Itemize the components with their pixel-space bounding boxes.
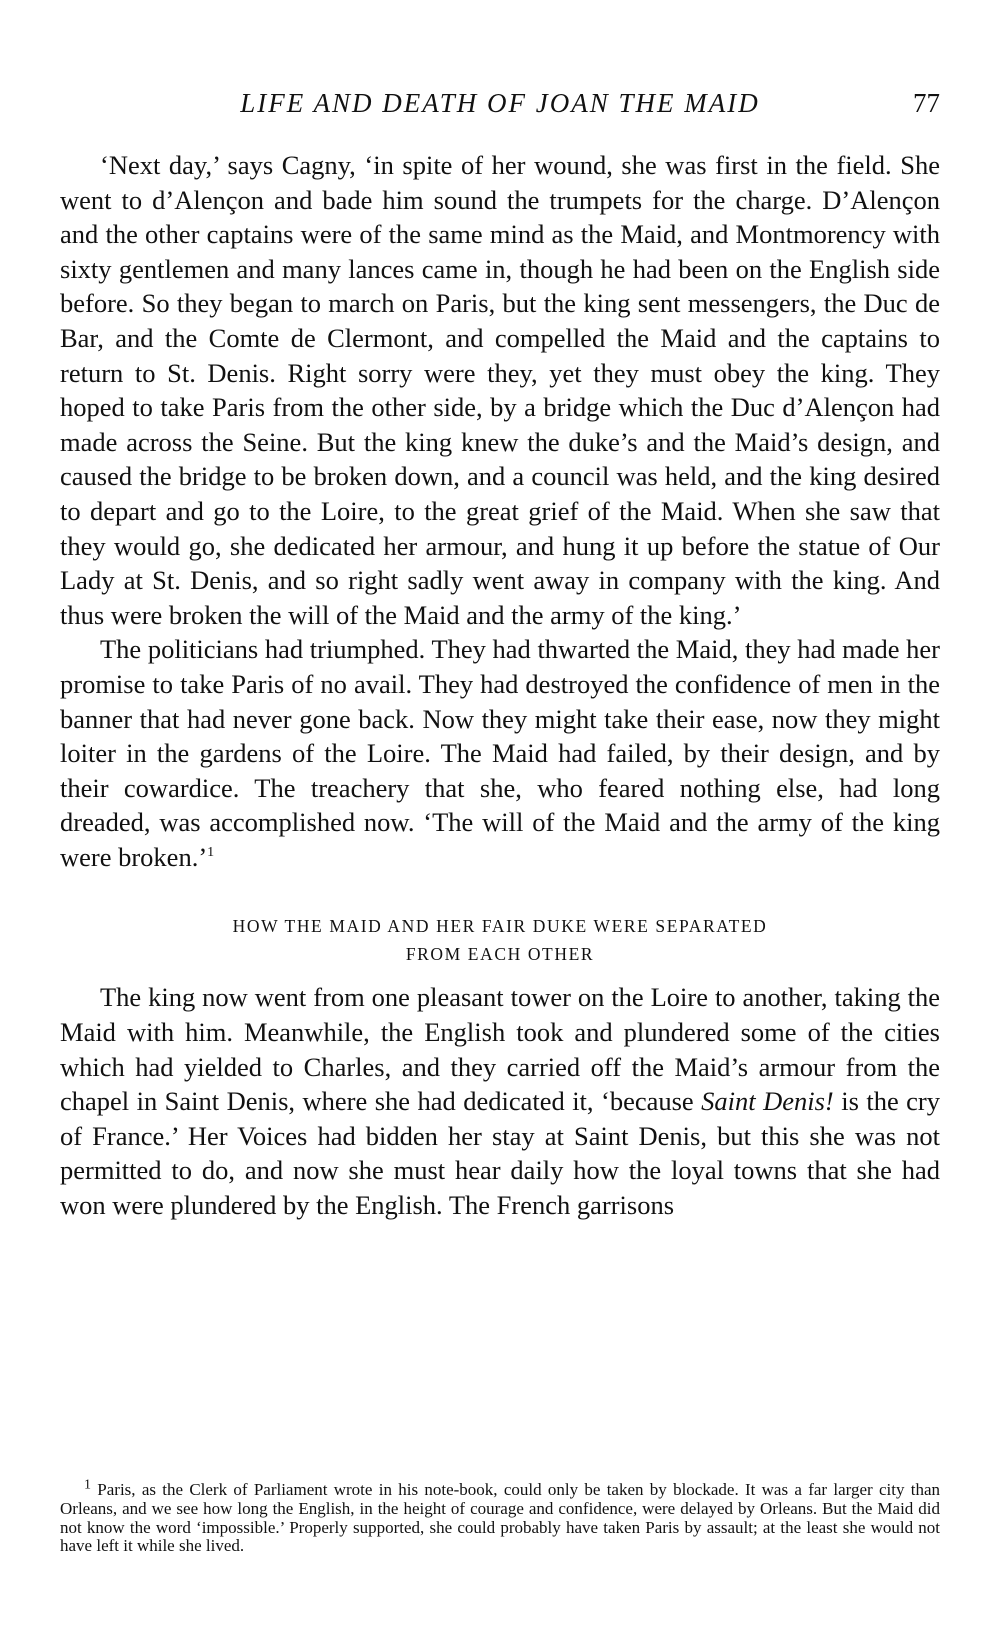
paragraph-3-text-b: is the cry of France.’ Her Voices had bidden her stay at Saint Denis, but this she was not permitted to do, and now she must hear daily how the loyal towns that she had won were plundered by the English. The French garrisons xyxy=(60,1086,941,1221)
footnote-reference: 1 xyxy=(207,845,215,861)
paragraph-3-italic: Saint Denis! xyxy=(701,1086,834,1117)
paragraph-1-text: ‘Next day,’ says Cagny, ‘in spite of her wound, she was first in the field. She went to d’Alençon and bade him sound the trumpets for the charge. D’Alençon and the other captains were of the same mind as the Maid, and Montmorency with sixty gentlemen and many lances came in, though he had been on the English side before. So they began to march on Paris, but the king sent messengers, the Duc de Bar, and the Comte de Clermont, and compelled the Maid and the captains to return to St. Denis. Right sorry were they, yet they must obey the king. They hoped to take Paris from the other side, by a bridge which the Duc d’Alençon had made across the Seine. But the king knew the duke’s and the Maid’s design, and caused the bridge to be broken down, and a council was held, and the king desired to depart and go to the Loire, to the great grief of the Maid. When she saw that they would go, she dedicated her armour, and hung it up before the statue of Our Lady at St. Denis, and so right sadly went away in company with the king. And thus were broken the will of the Maid and the army of the king.’ xyxy=(60,150,940,630)
page-header xyxy=(60,88,940,118)
body-text xyxy=(60,148,940,1223)
footnote-mark: 1 xyxy=(84,1477,91,1493)
footnote xyxy=(60,1477,941,1556)
paragraph-3-text-a: The king now went from one pleasant tower on the Loire to another, taking the Maid with him. Meanwhile, the English took and plundered some of the cities which had yielded to Charles, and they carried off the Maid’s armour from the chapel in Saint Denis, where she had dedicated it, ‘because xyxy=(60,982,940,1117)
paragraph-1 xyxy=(60,148,940,632)
paragraph-3 xyxy=(60,980,940,1222)
page-number: 77 xyxy=(913,88,940,118)
footnote-paragraph xyxy=(60,1477,941,1556)
running-title: LIFE AND DEATH OF JOAN THE MAID xyxy=(240,88,760,118)
section-heading-line-2: FROM EACH OTHER xyxy=(405,944,595,965)
paragraph-2-text: The politicians had triumphed. They had thwarted the Maid, they had made her promise to take Paris of no avail. They had destroyed the confidence of men in the banner that had never gone back. Now they might take their ease, now they might loiter in the gardens of the Loire. The Maid had failed, by their design, and by their cowardice. The treachery that she, who feared nothing else, had long dreaded, was accomplished now. ‘The will of the Maid and the army of the king were broken.’ xyxy=(60,634,940,872)
section-heading xyxy=(60,912,940,968)
footnote-text: Paris, as the Clerk of Parliament wrote in his note-book, could only be taken by blockade. It was a far larger city than Orleans, and we see how long the English, in the height of courage and confidence, were delayed by Orleans. But the Maid did not know the word ‘impossible.’ Properly supported, she could probably have taken Paris by assault; at the least she would not have left it while she lived. xyxy=(60,1480,941,1556)
section-heading-line-1: HOW THE MAID AND HER FAIR DUKE WERE SEPARATED xyxy=(232,916,768,937)
paragraph-2 xyxy=(60,632,940,874)
